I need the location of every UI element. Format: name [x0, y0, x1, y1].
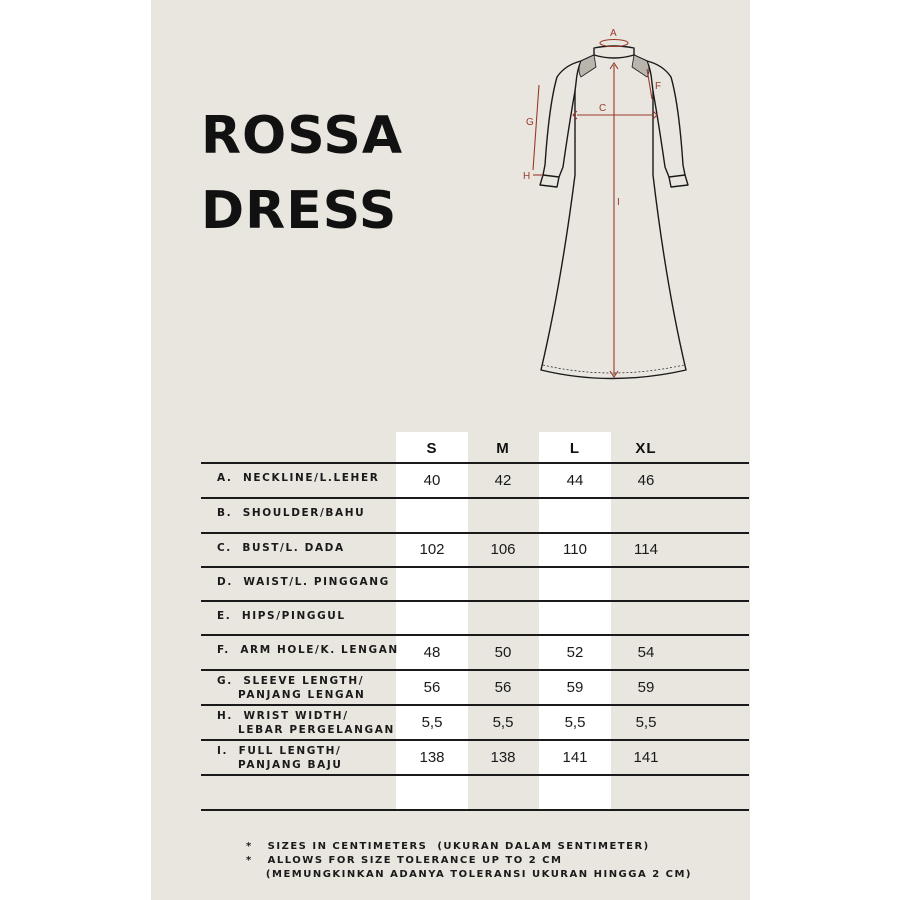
label-g: G — [526, 117, 534, 128]
table-rule — [201, 739, 749, 741]
collar-outline — [594, 46, 634, 58]
table-rule — [201, 462, 749, 464]
size-chart-card — [151, 0, 750, 900]
dress-diagram — [521, 25, 701, 390]
table-cell: 42 — [494, 471, 512, 489]
table-rule — [201, 704, 749, 706]
table-rule — [201, 774, 749, 776]
footnote: * SIZES IN CENTIMETERS (UKURAN DALAM SENTIMETER) — [246, 841, 650, 852]
table-cell: 5,5 — [421, 713, 443, 731]
row-label: A. NECKLINE/L.LEHER — [217, 472, 380, 484]
table-cell: 102 — [419, 541, 445, 558]
label-a: A — [610, 28, 617, 39]
table-cell: 138 — [490, 748, 516, 766]
row-label: G. SLEEVE LENGTH/ PANJANG LENGAN — [217, 675, 366, 701]
size-header-xl: XL — [635, 440, 657, 457]
table-cell: 5,5 — [564, 713, 586, 731]
row-label: I. FULL LENGTH/ PANJANG BAJU — [217, 745, 343, 771]
table-cell: 44 — [566, 471, 584, 489]
row-label: C. BUST/L. DADA — [217, 542, 345, 554]
table-cell: 110 — [563, 541, 587, 558]
table-cell: 46 — [637, 471, 655, 489]
label-f: F — [655, 81, 662, 92]
size-header-l: L — [569, 440, 581, 457]
table-rule — [201, 497, 749, 499]
label-c: C — [599, 103, 607, 114]
row-label: E. HIPS/PINGGUL — [217, 610, 346, 622]
table-cell: 52 — [566, 643, 584, 661]
table-cell: 5,5 — [492, 713, 514, 731]
footnotes — [246, 840, 692, 882]
table-cell: 141 — [562, 748, 588, 766]
row-label: B. SHOULDER/BAHU — [217, 507, 366, 519]
title-line-2: DRESS — [201, 181, 398, 241]
table-cell: 56 — [423, 678, 441, 696]
footnote: (MEMUNGKINKAN ADANYA TOLERANSI UKURAN HINGGA 2 CM) — [246, 869, 692, 880]
row-label: D. WAIST/L. PINGGANG — [217, 576, 390, 588]
table-rule — [201, 634, 749, 636]
table-rule — [201, 809, 749, 811]
table-cell: 141 — [633, 748, 659, 766]
table-cell: 5,5 — [635, 713, 657, 731]
row-label: H. WRIST WIDTH/ LEBAR PERGELANGAN — [217, 710, 395, 736]
table-cell: 106 — [490, 541, 516, 558]
table-cell: 40 — [423, 471, 441, 489]
row-label: F. ARM HOLE/K. LENGAN — [217, 644, 399, 656]
measure-g-sleeve — [533, 85, 539, 170]
label-h: H — [523, 171, 531, 182]
label-i: I — [617, 197, 620, 208]
table-rule — [201, 669, 749, 671]
table-cell: 59 — [637, 678, 655, 696]
table-cell: 54 — [637, 643, 655, 661]
table-rule — [201, 600, 749, 602]
table-cell: 48 — [423, 643, 441, 661]
title-line-1: ROSSA — [201, 106, 404, 166]
size-header-m: M — [496, 440, 510, 457]
footnote: * ALLOWS FOR SIZE TOLERANCE UP TO 2 CM — [246, 855, 563, 866]
table-cell: 59 — [566, 678, 584, 696]
table-cell: 138 — [419, 748, 445, 766]
table-cell: 56 — [494, 678, 512, 696]
size-header-s: S — [426, 440, 438, 457]
table-rule — [201, 566, 749, 568]
left-shoulder-lace — [579, 55, 596, 77]
table-rule — [201, 532, 749, 534]
table-cell: 50 — [494, 643, 512, 661]
table-cell: 114 — [634, 541, 658, 558]
right-shoulder-lace — [632, 55, 649, 77]
